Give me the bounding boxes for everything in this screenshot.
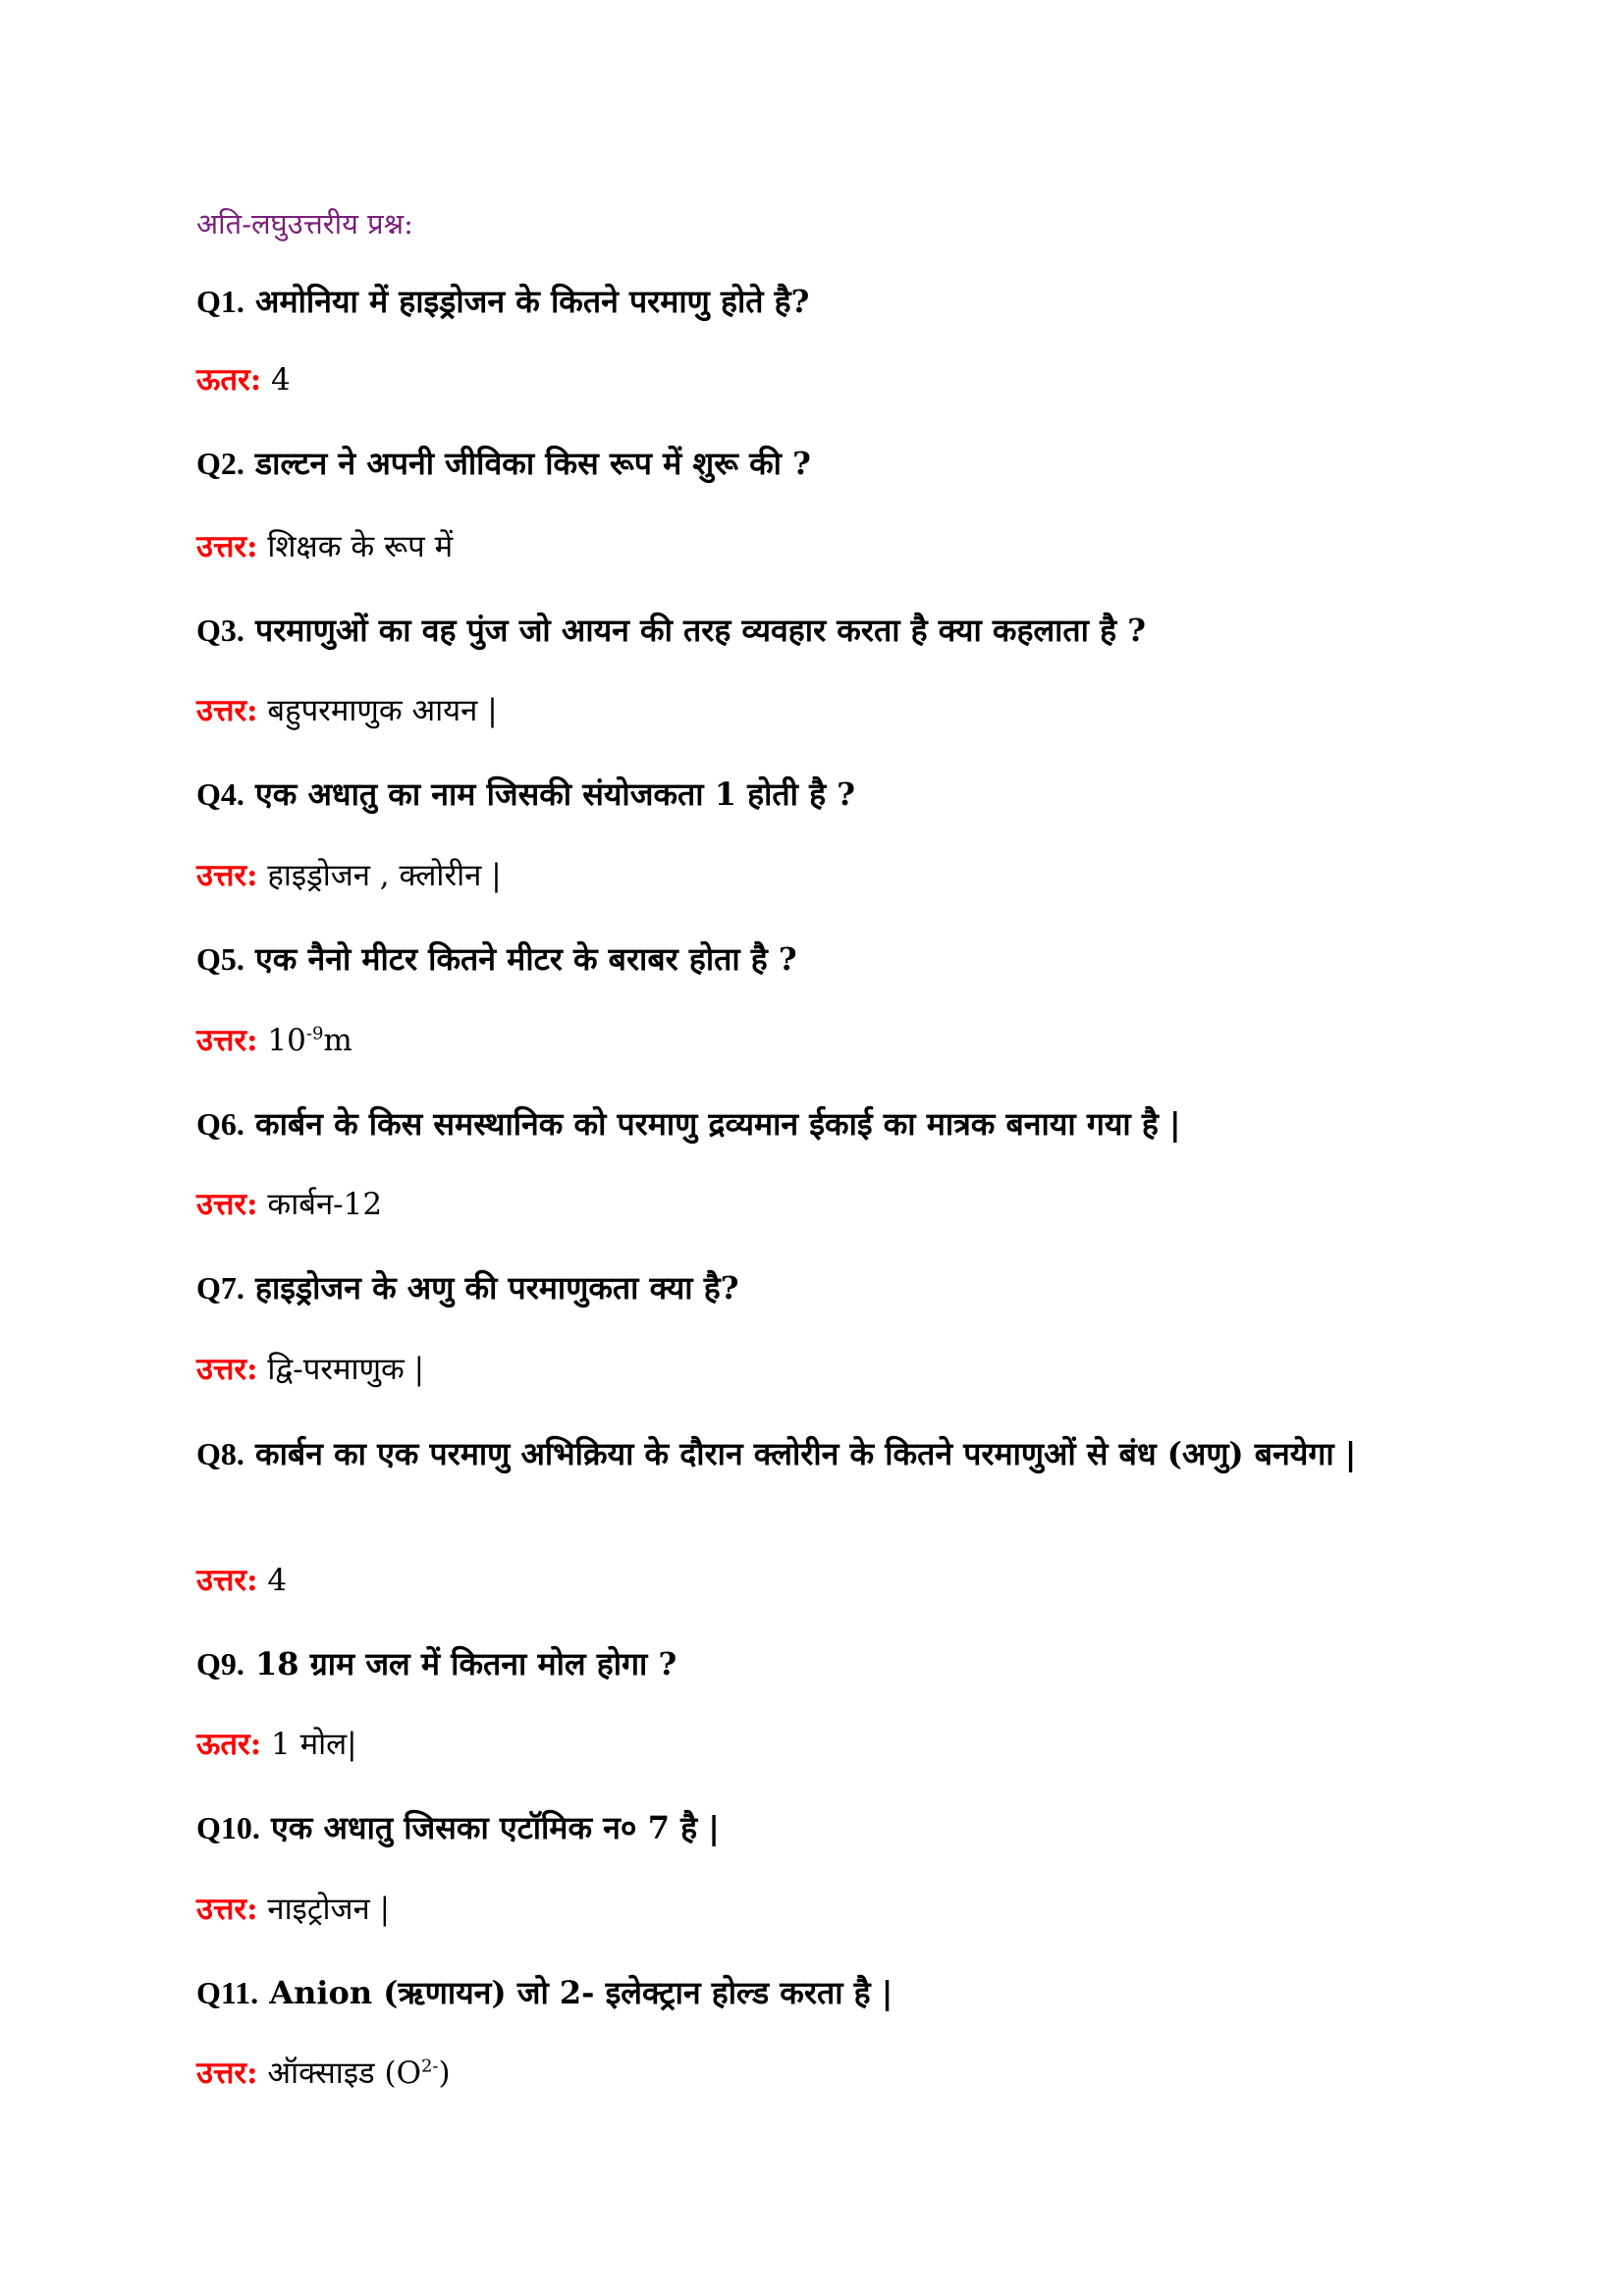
question-8 — [196, 1431, 1443, 1476]
answer-text: 4 — [271, 362, 291, 398]
answer-text: नाइट्रोजन | — [267, 1892, 391, 1927]
answer-7: उत्तर: द्वि-परमाणुक | — [196, 1352, 425, 1387]
answer-label: उत्तर — [196, 2056, 247, 2091]
question-1 — [196, 280, 1443, 322]
answer-label: उत्तर — [196, 1563, 247, 1598]
question-11 — [196, 1971, 1443, 2013]
answer-10: उत्तर: नाइट्रोजन | — [196, 1892, 391, 1927]
question-text: एक अधातु जिसका एटॉमिक न० 7 है | — [271, 1809, 720, 1846]
answer-label: उत्तर — [196, 1352, 247, 1387]
answer-unit: m — [323, 1023, 352, 1058]
question-text: डाल्टन ने अपनी जीविका किस रूप में शुरू की ? — [255, 445, 811, 482]
question-text: अमोनिया में हाइड्रोजन के कितने परमाणु होते है? — [255, 283, 810, 320]
question-3 — [196, 609, 1443, 651]
question-number: Q10. — [196, 1810, 260, 1845]
answer-close: ) — [438, 2056, 451, 2091]
question-number: Q5. — [196, 941, 244, 977]
question-text: एक नैनो मीटर कितने मीटर के बराबर होता है ? — [255, 940, 797, 978]
answer-text — [267, 2056, 450, 2091]
answer-label: उत्तर — [196, 1187, 247, 1222]
question-number: Q1. — [196, 284, 244, 319]
question-number: Q7. — [196, 1270, 244, 1306]
question-number: Q3. — [196, 613, 244, 648]
answer-text: हाइड्रोजन , क्लोरीन | — [267, 858, 502, 893]
question-2 — [196, 442, 1443, 484]
question-number: Q9. — [196, 1646, 244, 1682]
answer-label: उत्तर — [196, 1892, 247, 1927]
question-number: Q8. — [196, 1436, 244, 1471]
answer-label: उत्तर — [196, 1023, 247, 1058]
answer-5: उत्तर: $10^{-9}m$ — [196, 1023, 352, 1058]
answer-4: उत्तर: हाइड्रोजन , क्लोरीन | — [196, 858, 502, 893]
answer-text: कार्बन-12 — [267, 1187, 383, 1222]
question-4 — [196, 773, 1443, 815]
answer-2: उत्तर: शिक्षक के रूप में — [196, 529, 454, 564]
question-text: परमाणुओं का वह पुंज जो आयन की तरह व्यवहार करता है क्या कहलाता है ? — [255, 612, 1146, 649]
answer-3: उत्तर: बहुपरमाणुक आयन | — [196, 693, 498, 728]
answer-text: बहुपरमाणुक आयन | — [267, 693, 498, 728]
answer-label: ऊतर — [196, 1727, 250, 1762]
answer-6: उत्तर: कार्बन-12 — [196, 1187, 383, 1222]
answer-1: ऊतर: 4 — [196, 362, 291, 398]
question-5 — [196, 937, 1443, 980]
answer-exponent: -9 — [305, 1023, 324, 1044]
question-9 — [196, 1642, 1443, 1684]
answer-text: शिक्षक के रूप में — [267, 529, 454, 564]
answer-charge: 2- — [420, 2056, 439, 2077]
answer-base: 10 — [267, 1023, 306, 1058]
question-text: 18 ग्राम जल में कितना मोल होगा ? — [255, 1645, 677, 1682]
answer-text: द्वि-परमाणुक | — [267, 1352, 425, 1387]
answer-text — [267, 1023, 352, 1058]
question-text: कार्बन का एक परमाणु अभिक्रिया के दौरान क्लोरीन के कितने परमाणुओं से बंध (अणु) बनयेगा | — [255, 1435, 1357, 1472]
question-6 — [196, 1102, 1443, 1145]
question-7 — [196, 1266, 1443, 1308]
question-number: Q2. — [196, 446, 244, 481]
answer-base: ऑक्साइड (O — [267, 2056, 421, 2091]
answer-label: उत्तर — [196, 858, 247, 893]
answer-text: 1 मोल| — [271, 1727, 357, 1762]
question-number: Q6. — [196, 1106, 244, 1142]
answer-label: ऊतर — [196, 362, 250, 398]
answer-label: उत्तर — [196, 529, 247, 564]
question-10 — [196, 1806, 1443, 1848]
answer-8: उत्तर: 4 — [196, 1563, 288, 1598]
question-text: Anion (ऋणायन) जो 2- इलेक्ट्रान होल्ड करता है | — [269, 1974, 893, 2011]
question-text: कार्बन के किस समस्थानिक को परमाणु द्रव्यमान ईकाई का मात्रक बनाया गया है | — [255, 1105, 1181, 1143]
answer-text: 4 — [267, 1563, 288, 1598]
section-heading: अति-लघुउत्तरीय प्रश्न: — [196, 207, 413, 240]
question-number: Q4. — [196, 776, 244, 812]
question-number: Q11. — [196, 1975, 259, 2010]
question-text: एक अधातु का नाम जिसकी संयोजकता 1 होती है ? — [255, 775, 855, 813]
answer-label: उत्तर — [196, 693, 247, 728]
question-text: हाइड्रोजन के अणु की परमाणुकता क्या है? — [255, 1269, 739, 1307]
answer-9: ऊतर: 1 मोल| — [196, 1727, 357, 1762]
answer-11: उत्तर: ऑक्साइड $(O^{2-})$ — [196, 2056, 451, 2091]
